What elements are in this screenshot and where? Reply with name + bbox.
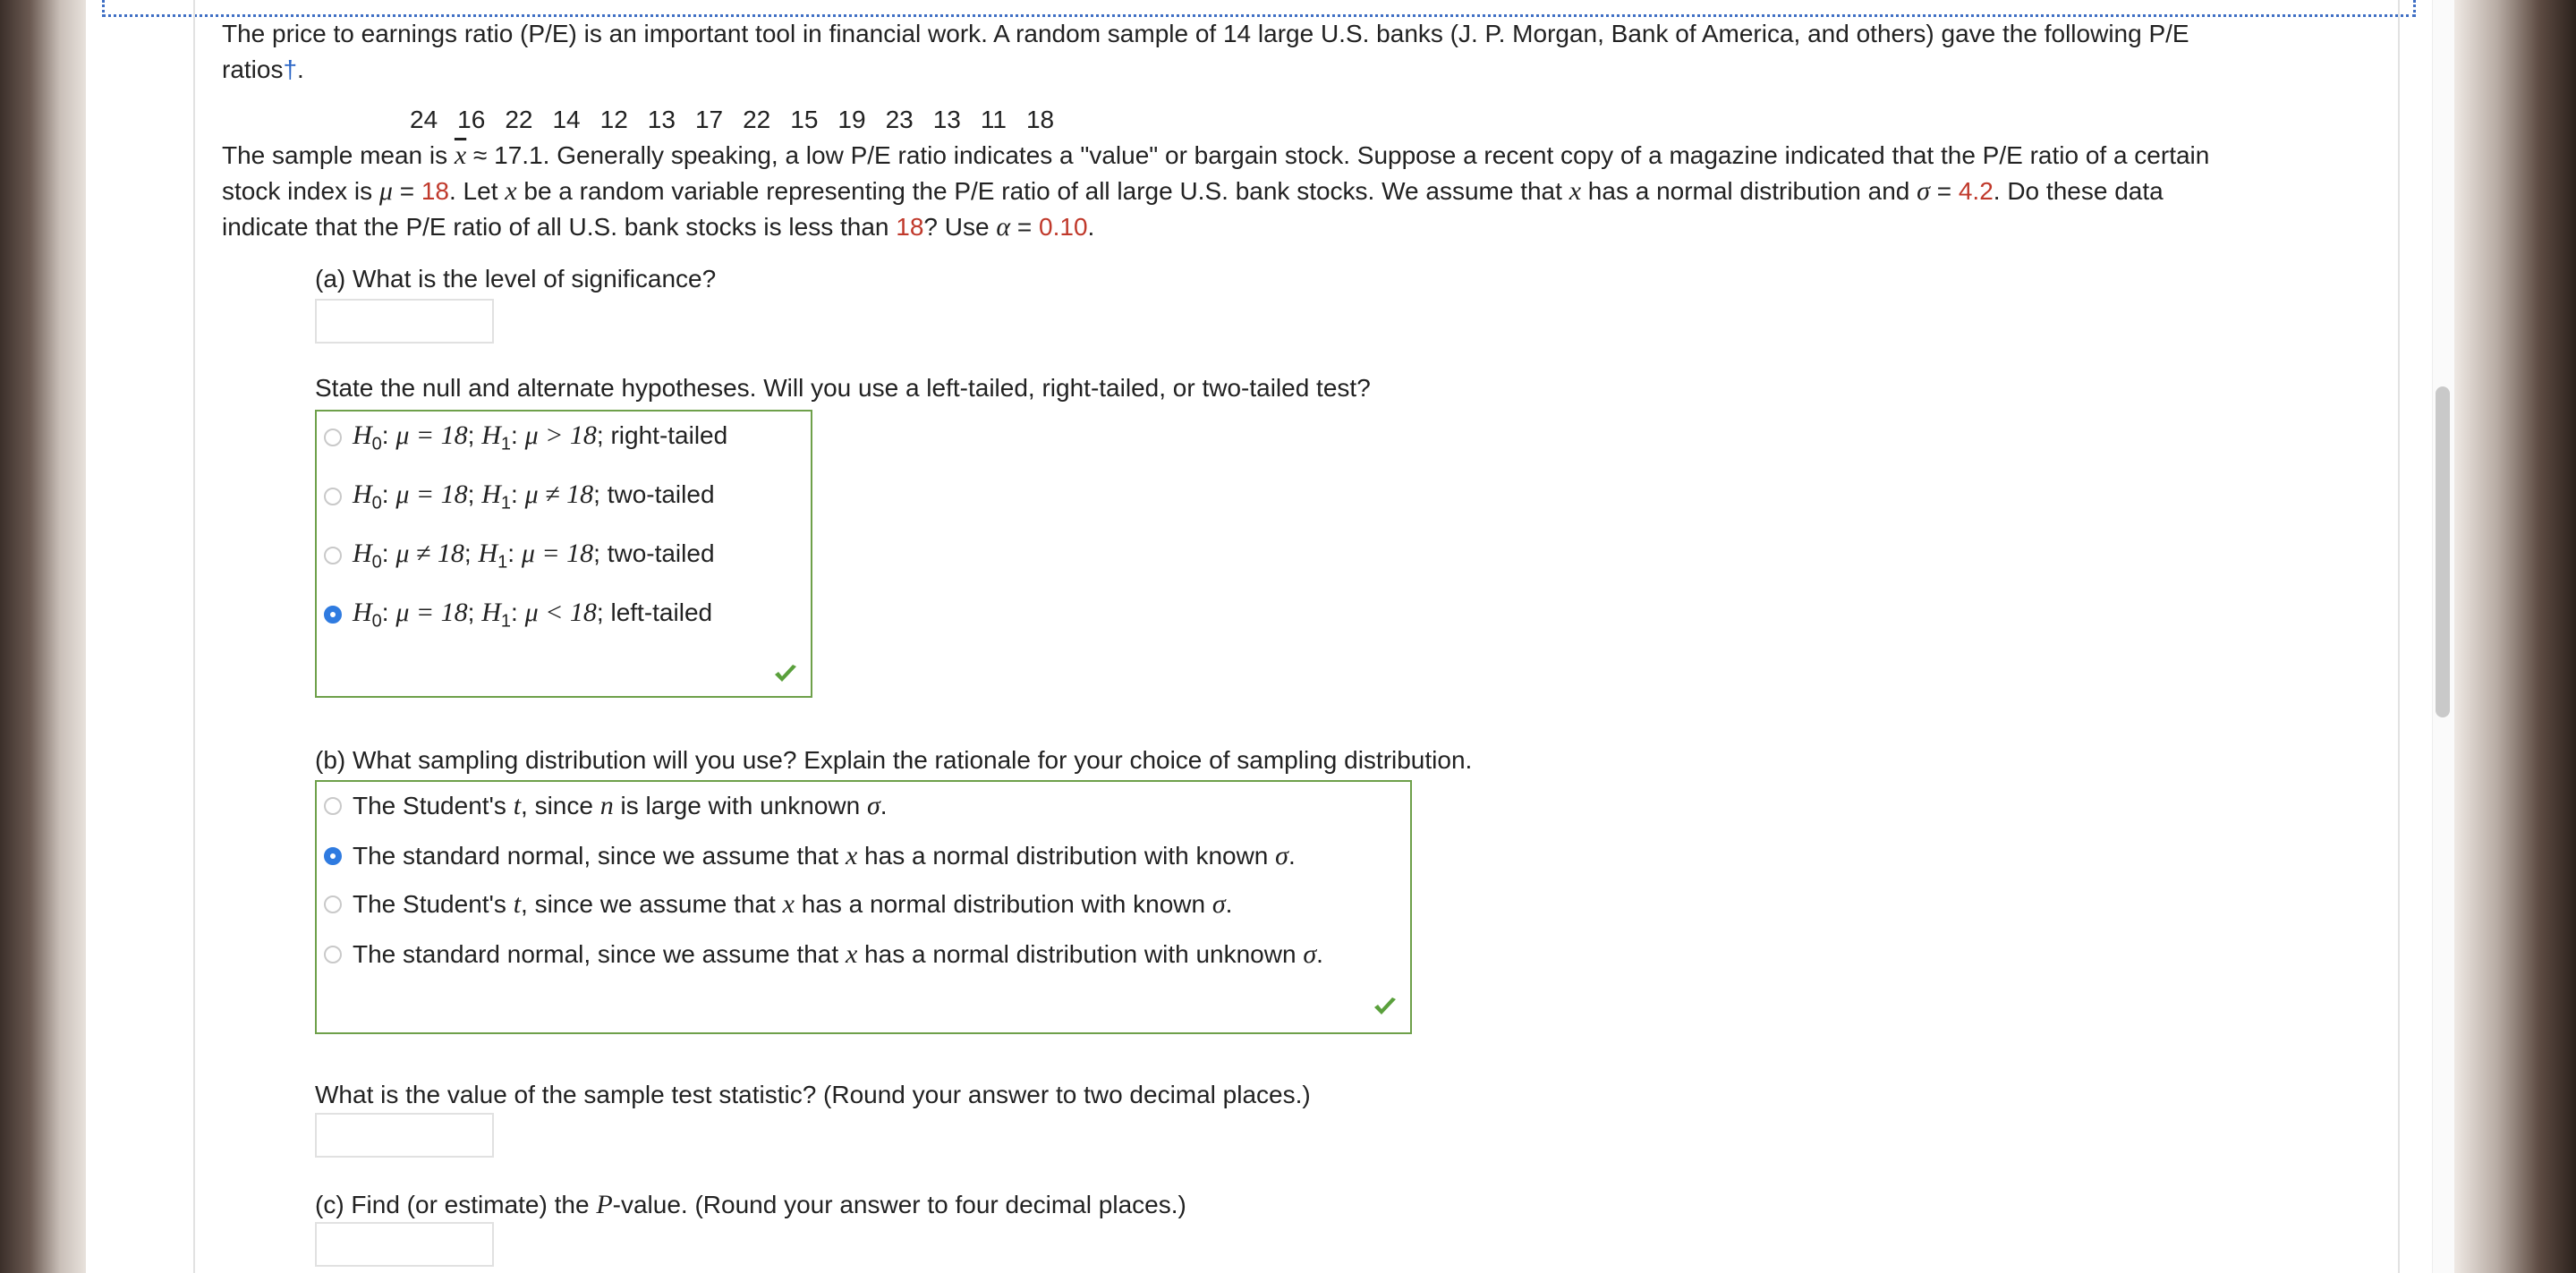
hypothesis-option[interactable] — [324, 598, 712, 632]
sample-mean-paragraph: The sample mean is $\overline{x} \approx 17.1$. Generally speaking, a low P/E ratio indicates a "value" or bargain stock. Suppose a recent copy of a magazine indicated that the P/E ratio of a certain stock index is μ = 18. Let x be a random variable representing the P/E ratio of all large U.S. bank stocks. We assume that x has a normal distribution and σ = 4.2. Do these data indicate that the P/E ratio of all U.S. bank stocks is less than 18? Use α = 0.10. — [222, 140, 2210, 242]
sigma-value: 4.2 — [1958, 177, 1994, 205]
hypotheses-question: State the null and alternate hypotheses. Will you use a left-tailed, right-tailed, or two-tailed test? — [315, 374, 1371, 402]
data-value: 19 — [837, 106, 866, 133]
radio-button[interactable] — [324, 797, 342, 815]
p-value-answer-field[interactable] — [315, 1222, 494, 1267]
data-value: 22 — [505, 106, 533, 133]
hypotheses-choice-group — [315, 410, 812, 698]
correct-check-icon — [1373, 997, 1398, 1016]
radio-button[interactable] — [324, 488, 342, 505]
content-border-right — [2398, 0, 2400, 1273]
alpha-value: 0.10 — [1039, 213, 1088, 241]
significance-answer-field[interactable] — [315, 299, 494, 344]
data-value: 18 — [1025, 106, 1055, 133]
data-value: 15 — [790, 106, 819, 133]
background-right — [2454, 0, 2576, 1273]
hypothesis-text: $H_0$: μ = 18; $H_1$: μ > 18; right-tailed — [353, 420, 728, 454]
hypothesis-text: $H_0$: μ = 18; $H_1$: μ < 18; left-tailed — [353, 598, 713, 632]
option-text: The standard normal, since we assume that x has a normal distribution with unknown σ. — [353, 939, 1323, 969]
option-text: The Student's t, since we assume that x has a normal distribution with known σ. — [353, 889, 1233, 919]
intro-line2: ratios — [222, 55, 284, 83]
hypothesis-text: $H_0$: μ = 18; $H_1$: μ ≠ 18; two-tailed — [353, 479, 715, 513]
intro-paragraph: The price to earnings ratio (P/E) is an important tool in financial work. A random sample of 14 large U.S. banks (J. P. Morgan, Bank of America, and others) gave the following P/E ratios†. — [222, 20, 2189, 83]
background-left — [0, 0, 86, 1273]
data-value: 14 — [552, 106, 581, 133]
intro-line1: The price to earnings ratio (P/E) is an important tool in financial work. A random sample of 14 large U.S. banks (J. P. Morgan, Bank of America, and others) gave the following P/E — [222, 20, 2189, 47]
content-border-left — [193, 0, 195, 1273]
data-value: 22 — [743, 106, 771, 133]
radio-button[interactable] — [324, 429, 342, 446]
hypothesis-option[interactable] — [324, 539, 715, 573]
data-value: 17 — [694, 106, 724, 133]
option-text: The Student's t, since n is large with unknown σ. — [353, 791, 888, 820]
data-value: 13 — [932, 106, 961, 133]
scrollbar-thumb[interactable] — [2436, 386, 2450, 717]
focus-outline — [102, 0, 2416, 17]
data-value: 13 — [647, 106, 676, 133]
part-a-question: (a) What is the level of significance? — [315, 265, 717, 293]
test-statistic-question: What is the value of the sample test statistic? (Round your answer to two decimal places.) — [315, 1081, 1311, 1108]
sampling-distribution-option[interactable] — [324, 939, 1323, 970]
data-value: 23 — [885, 106, 914, 133]
sampling-distribution-option[interactable] — [324, 841, 1296, 871]
hypothesis-option[interactable] — [324, 420, 727, 455]
correct-check-icon — [773, 664, 798, 683]
data-value: 24 — [410, 106, 438, 133]
part-b-question: (b) What sampling distribution will you use? Explain the rationale for your choice of sampling distribution. — [315, 746, 1473, 774]
data-value: 11 — [980, 106, 1007, 133]
data-values-row — [410, 102, 2369, 138]
sampling-distribution-choice-group — [315, 780, 1412, 1034]
hypothesis-text: $H_0$: μ ≠ 18; $H_1$: μ = 18; two-tailed — [353, 539, 715, 573]
radio-button[interactable] — [324, 847, 342, 865]
sampling-distribution-option[interactable] — [324, 889, 1232, 920]
radio-button[interactable] — [324, 606, 342, 624]
footnote-dagger-link[interactable]: † — [283, 55, 298, 83]
part-c-question: (c) Find (or estimate) the P-value. (Round your answer to four decimal places.) — [315, 1190, 1186, 1219]
data-value: 12 — [599, 106, 628, 133]
less-than-value: 18 — [896, 213, 924, 241]
radio-button[interactable] — [324, 547, 342, 564]
hypothesis-option[interactable] — [324, 479, 715, 514]
problem-statement — [222, 16, 2369, 245]
mu-value: 18 — [421, 177, 449, 205]
test-statistic-answer-field[interactable] — [315, 1113, 494, 1158]
sampling-distribution-option[interactable] — [324, 791, 888, 821]
radio-button[interactable] — [324, 895, 342, 913]
data-value: 16 — [457, 106, 486, 133]
radio-button[interactable] — [324, 946, 342, 963]
option-text: The standard normal, since we assume that x has a normal distribution with known σ. — [353, 841, 1296, 870]
